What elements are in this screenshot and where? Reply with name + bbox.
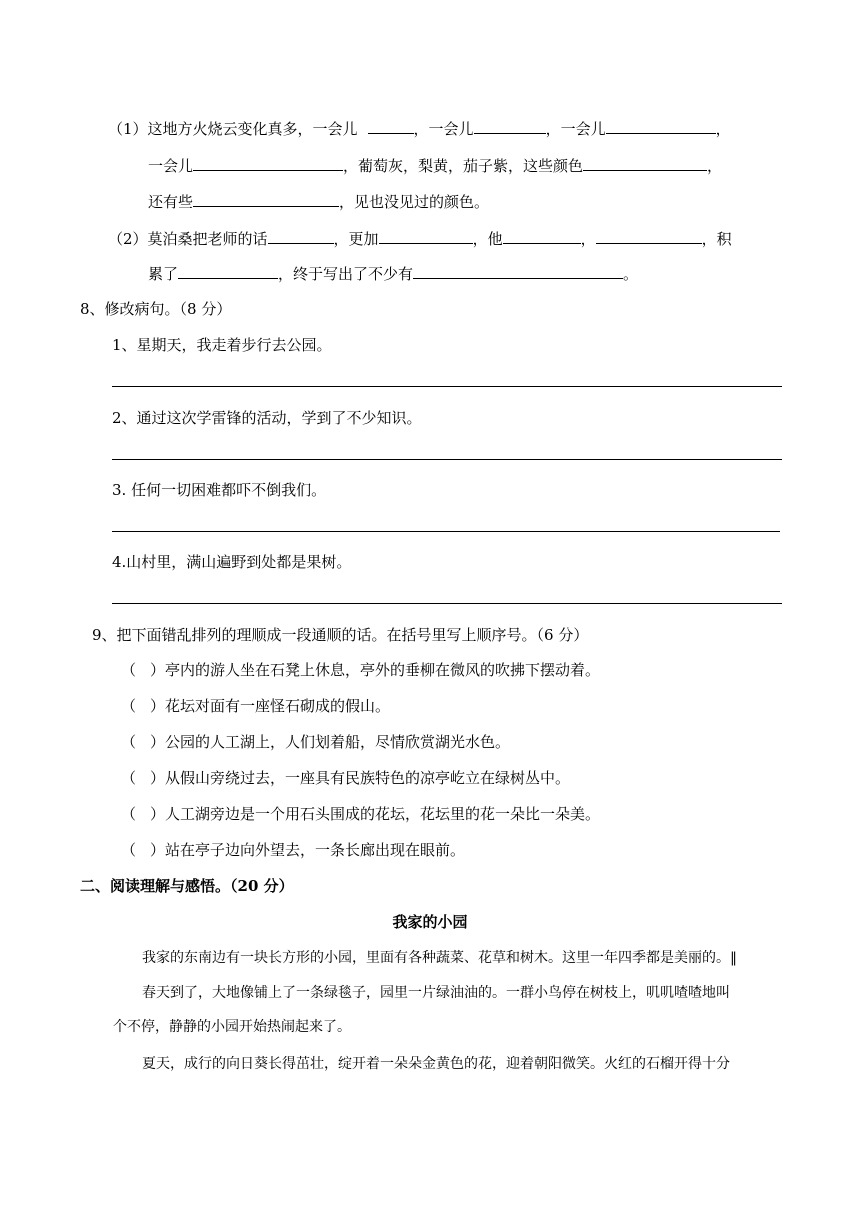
order-bracket-close: ） — [150, 733, 166, 751]
q9-item-text: 人工湖旁边是一个用石头围成的花坛，花坛里的花一朵比一朵美。 — [165, 805, 601, 823]
section-heading: 二、阅读理解与感悟。（20 分） — [80, 877, 294, 895]
answer-blank[interactable] — [368, 118, 414, 134]
essay-paragraph: 夏天，成行的向日葵长得茁壮，绽开着一朵朵金黄色的花，迎着朝阳微笑。火红的石榴开得十分 — [142, 1056, 730, 1072]
order-bracket-open: （ — [121, 733, 137, 751]
q7-part2-line2 — [148, 263, 638, 284]
answer-blank[interactable] — [193, 155, 343, 171]
q7-part1-line3 — [148, 191, 489, 212]
answer-blank[interactable] — [606, 118, 716, 134]
order-bracket-close: ） — [150, 769, 166, 787]
q9-item — [121, 840, 465, 860]
answer-line[interactable] — [112, 531, 780, 532]
q7-text: ，终于写出了不少有 — [278, 265, 414, 283]
q7-text: （2）莫泊桑把老师的话 — [108, 230, 268, 248]
q7-text: ， — [715, 120, 731, 138]
answer-line[interactable] — [112, 459, 782, 460]
essay-title: 我家的小园 — [392, 913, 468, 931]
answer-blank[interactable] — [379, 228, 473, 244]
q8-item: 3. 任何一切困难都吓不倒我们。 — [112, 481, 327, 499]
q9-item-text: 花坛对面有一座怪石砌成的假山。 — [165, 697, 391, 715]
answer-blank[interactable] — [413, 263, 623, 279]
q9-item-text: 站在亭子边向外望去，一条长廊出现在眼前。 — [165, 841, 466, 859]
q7-text: ，一会儿 — [413, 120, 474, 138]
q7-text: ，他 — [472, 230, 503, 248]
answer-blank[interactable] — [268, 228, 334, 244]
q7-text: 还有些 — [148, 193, 194, 211]
essay-paragraph: 我家的东南边有一块长方形的小园，里面有各种蔬菜、花草和树木。这里一年四季都是美丽的。‖ — [142, 950, 737, 966]
q7-text: 一会儿 — [148, 157, 194, 175]
answer-blank[interactable] — [193, 191, 339, 207]
q9-title: 9、把下面错乱排列的理顺成一段通顺的话。在括号里写上顺序号。（6 分） — [92, 626, 589, 644]
q9-item — [121, 768, 570, 788]
order-bracket-open: （ — [121, 805, 137, 823]
q7-text: ， — [580, 230, 596, 248]
q7-text: 累了 — [148, 265, 179, 283]
q7-text: ，见也没见过的颜色。 — [339, 193, 490, 211]
order-bracket-open: （ — [121, 661, 137, 679]
order-bracket-open: （ — [121, 841, 137, 859]
q7-part1-line2 — [148, 155, 722, 176]
q9-item-text: 从假山旁绕过去，一座具有民族特色的凉亭屹立在绿树丛中。 — [165, 769, 571, 787]
answer-line[interactable] — [112, 386, 782, 387]
answer-blank[interactable] — [474, 118, 546, 134]
q7-text: ， — [707, 157, 723, 175]
essay-paragraph: 春天到了，大地像铺上了一条绿毯子，园里一片绿油油的。一群小鸟停在树枝上，叽叽喳喳地叫 — [142, 985, 730, 1001]
order-bracket-close: ） — [150, 841, 166, 859]
essay-paragraph-cont: 个不停，静静的小园开始热闹起来了。 — [113, 1019, 351, 1035]
order-bracket-open: （ — [121, 769, 137, 787]
answer-blank[interactable] — [596, 228, 702, 244]
q9-item-text: 公园的人工湖上，人们划着船，尽情欣赏湖光水色。 — [165, 733, 511, 751]
q7-text: ，更加 — [333, 230, 379, 248]
answer-blank[interactable] — [178, 263, 278, 279]
answer-blank[interactable] — [503, 228, 581, 244]
q8-title: 8、修改病句。（8 分） — [80, 300, 232, 318]
q8-item: 2、通过这次学雷锋的活动，学到了不少知识。 — [112, 409, 422, 427]
q9-item — [121, 732, 510, 752]
q8-item: 1、星期天，我走着步行去公园。 — [112, 336, 332, 354]
q7-text: ，一会儿 — [545, 120, 606, 138]
q7-part1-line1 — [108, 118, 731, 139]
q8-item: 4.山村里，满山遍野到处都是果树。 — [112, 553, 352, 571]
q7-text: ，积 — [701, 230, 732, 248]
order-bracket-close: ） — [150, 697, 166, 715]
order-bracket-close: ） — [150, 805, 166, 823]
q9-item — [121, 804, 600, 824]
order-bracket-open: （ — [121, 697, 137, 715]
q9-item — [121, 696, 390, 716]
q7-text: （1）这地方火烧云变化真多，一会儿 — [108, 120, 358, 138]
order-bracket-close: ） — [150, 661, 166, 679]
q9-item-text: 亭内的游人坐在石凳上休息，亭外的垂柳在微风的吹拂下摆动着。 — [165, 661, 601, 679]
q7-part2-line1 — [108, 228, 732, 249]
q7-text: 。 — [623, 265, 639, 283]
q9-item — [121, 660, 600, 680]
answer-blank[interactable] — [583, 155, 707, 171]
q7-text: ，葡萄灰，梨黄，茄子紫，这些颜色 — [343, 157, 584, 175]
answer-line[interactable] — [112, 603, 782, 604]
